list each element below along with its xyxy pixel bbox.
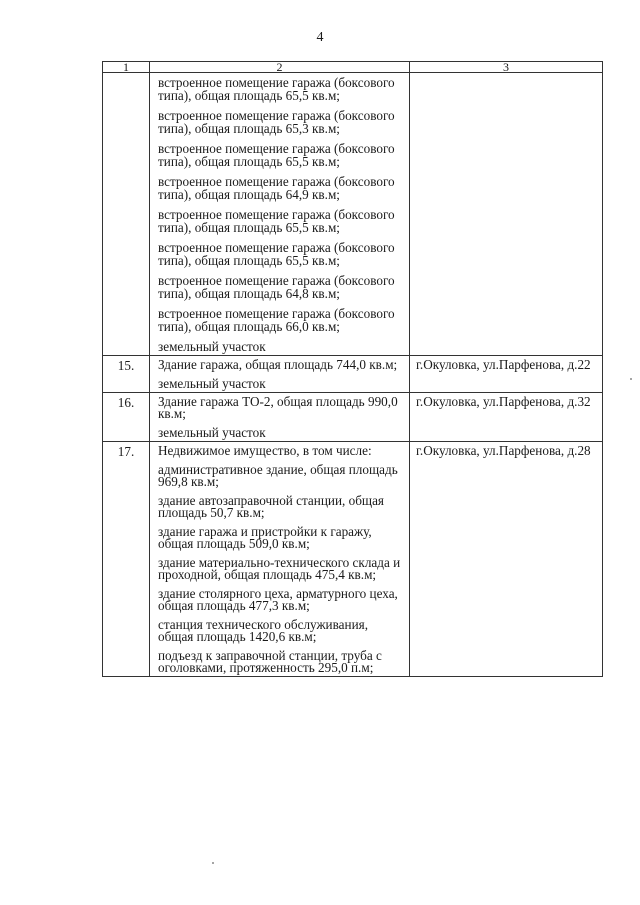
property-description	[150, 356, 410, 393]
column-header-3: 3	[410, 62, 603, 73]
property-item: встроенное помещение гаража (боксового типа), общая площадь 65,5 кв.м;	[158, 207, 395, 235]
property-item: встроенное помещение гаража (боксового типа), общая площадь 64,8 кв.м;	[158, 273, 395, 301]
property-item: встроенное помещение гаража (боксового типа), общая площадь 65,3 кв.м;	[158, 108, 395, 136]
property-item: встроенное помещение гаража (боксового типа), общая площадь 65,5 кв.м;	[158, 240, 395, 268]
property-address	[410, 73, 603, 356]
row-number: 15.	[103, 356, 150, 393]
property-description	[150, 393, 410, 442]
property-table	[102, 61, 603, 677]
property-address: г.Окуловка, ул.Парфенова, д.22	[410, 356, 603, 393]
row-number: 17.	[103, 442, 150, 677]
property-item: встроенное помещение гаража (боксового типа), общая площадь 65,5 кв.м;	[158, 75, 395, 103]
table-row	[103, 356, 603, 393]
property-item: Недвижимое имущество, в том числе:	[158, 443, 372, 458]
property-item: здание материально-технического склада и проходной, общая площадь 475,4 кв.м;	[158, 555, 401, 582]
property-item: здание автозаправочной станции, общая площадь 50,7 кв.м;	[158, 493, 384, 520]
table-row	[103, 393, 603, 442]
page-number: 4	[316, 30, 324, 45]
property-item: станция технического обслуживания, общая площадь 1420,6 кв.м;	[158, 617, 368, 644]
property-item: земельный участок	[158, 425, 266, 440]
property-item: встроенное помещение гаража (боксового типа), общая площадь 65,5 кв.м;	[158, 141, 395, 169]
scan-speck	[630, 378, 632, 380]
property-item: земельный участок	[158, 376, 266, 391]
property-item: земельный участок	[158, 339, 266, 354]
property-item: Здание гаража ТО-2, общая площадь 990,0 кв.м;	[158, 394, 398, 421]
property-item: встроенное помещение гаража (боксового типа), общая площадь 66,0 кв.м;	[158, 306, 395, 334]
header-row	[103, 62, 603, 73]
table-row	[103, 442, 603, 677]
column-header-2: 2	[150, 62, 410, 73]
property-item: подъезд к заправочной станции, труба с оголовками, протяженность 295,0 п.м;	[158, 648, 382, 675]
property-description	[150, 73, 410, 356]
property-item: здание столярного цеха, арматурного цеха, общая площадь 477,3 кв.м;	[158, 586, 398, 613]
scan-speck	[212, 862, 214, 864]
row-number: 16.	[103, 393, 150, 442]
property-description	[150, 442, 410, 677]
property-item: административное здание, общая площадь 969,8 кв.м;	[158, 462, 398, 489]
property-address: г.Окуловка, ул.Парфенова, д.28	[410, 442, 603, 677]
property-item: встроенное помещение гаража (боксового типа), общая площадь 64,9 кв.м;	[158, 174, 395, 202]
property-item: здание гаража и пристройки к гаражу, общая площадь 509,0 кв.м;	[158, 524, 372, 551]
row-number	[103, 73, 150, 356]
column-header-1: 1	[103, 62, 150, 73]
property-address: г.Окуловка, ул.Парфенова, д.32	[410, 393, 603, 442]
table-row	[103, 73, 603, 356]
property-item: Здание гаража, общая площадь 744,0 кв.м;	[158, 357, 398, 372]
